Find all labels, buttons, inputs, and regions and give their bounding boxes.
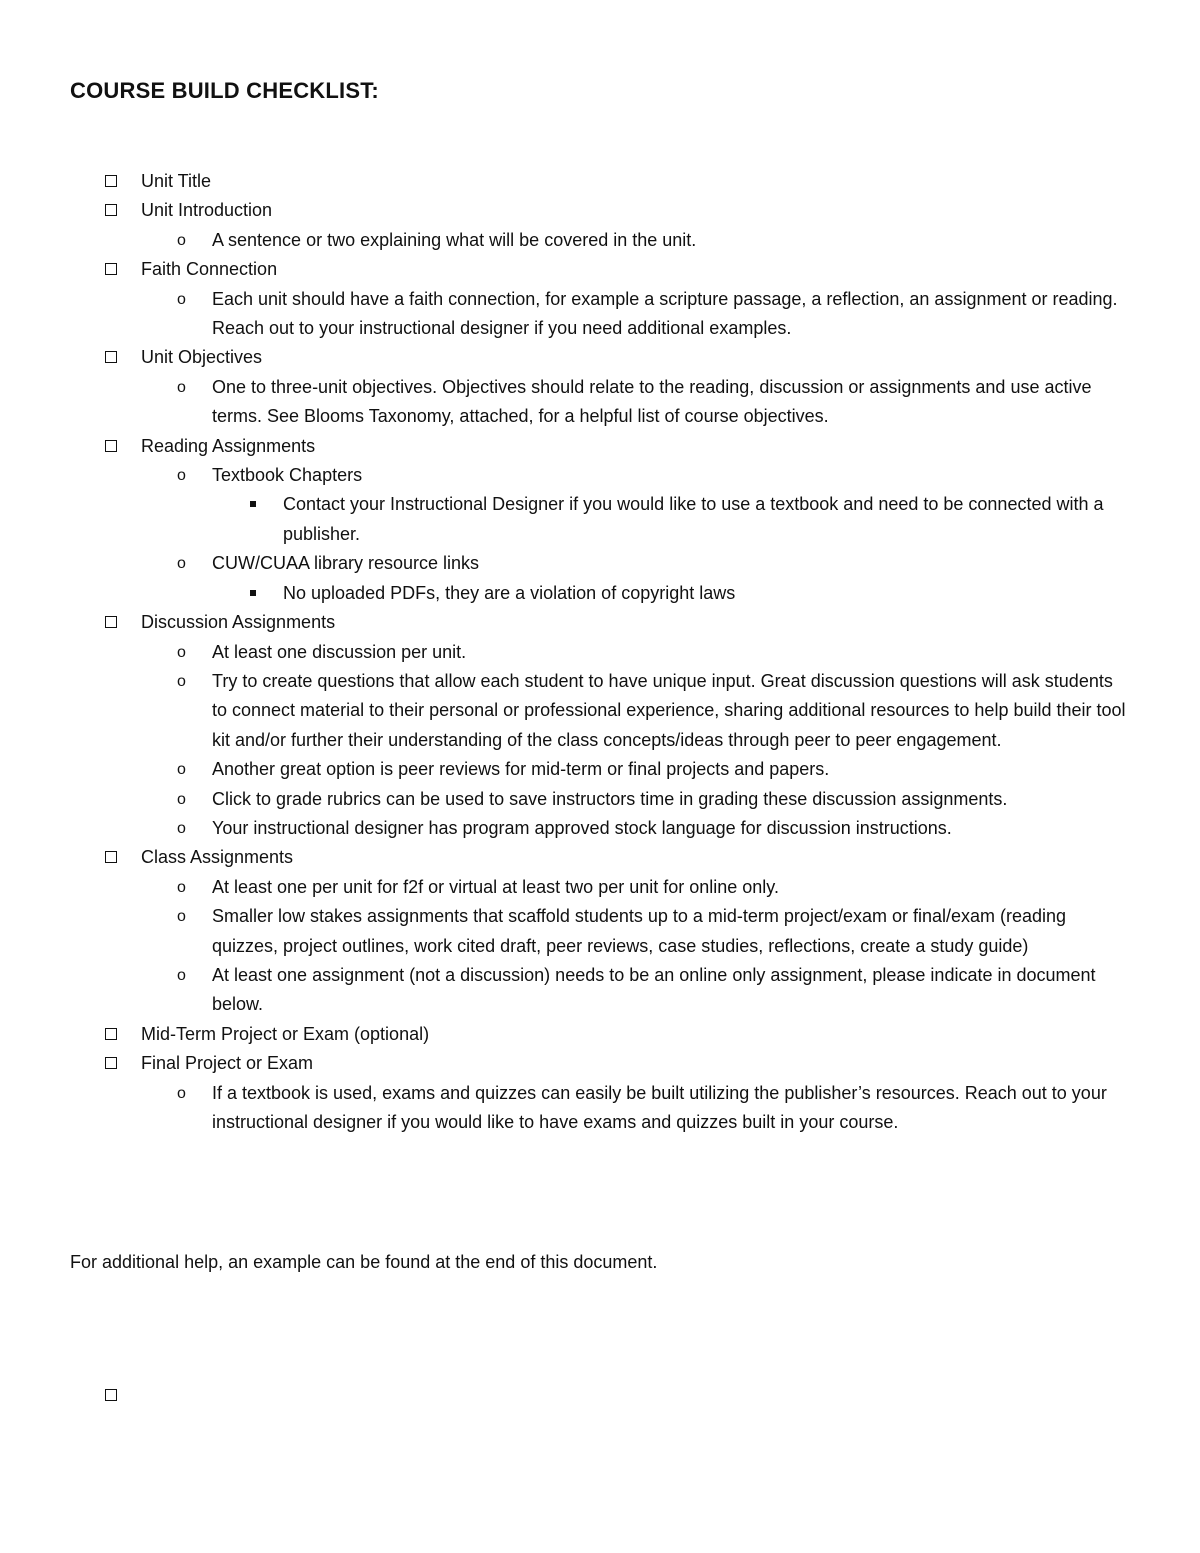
checklist-item bbox=[70, 432, 1130, 608]
sub-list-item-text: Textbook Chapters bbox=[212, 465, 363, 486]
sub-list-item-text: At least one discussion per unit. bbox=[212, 641, 467, 662]
sub-list-item-text: One to three-unit objectives. Objectives should relate to the reading, discussion or assignments and use active terms. See Blooms Taxonomy, attached, for a helpful list of course objectives. bbox=[212, 376, 1092, 427]
sub-list-item-text: At least one per unit for f2f or virtual at least two per unit for online only. bbox=[212, 876, 779, 897]
checkbox-icon[interactable] bbox=[105, 1028, 117, 1040]
sub-list-item-text: Smaller low stakes assignments that scaffold students up to a mid-term project/exam or final/exam (reading quizzes, project outlines, work cited draft, peer reviews, case studies, reflections, create a study guide) bbox=[212, 906, 1067, 956]
sub-list-item-text: Each unit should have a faith connection, for example a scripture passage, a reflection, an assignment or reading. Reach out to your instructional designer if you need additional examples. bbox=[212, 288, 1118, 339]
sub-list bbox=[141, 873, 1130, 1020]
checklist-item-label: Unit Introduction bbox=[141, 200, 273, 221]
sub-list bbox=[141, 461, 1130, 608]
checkbox-icon[interactable] bbox=[105, 616, 117, 628]
checklist-item bbox=[70, 167, 1130, 196]
sub-list-item bbox=[141, 814, 1130, 843]
sub-list-item bbox=[141, 285, 1130, 344]
empty-checkbox-icon[interactable] bbox=[105, 1389, 117, 1401]
checklist-item-label: Reading Assignments bbox=[141, 435, 316, 456]
checklist-item bbox=[70, 843, 1130, 1019]
sub-list-item bbox=[141, 961, 1130, 1020]
sub-list-item-text: Click to grade rubrics can be used to save instructors time in grading these discussion assignments. bbox=[212, 788, 1008, 809]
sub-list bbox=[141, 638, 1130, 844]
checklist-item bbox=[70, 1020, 1130, 1049]
checklist-item bbox=[70, 255, 1130, 343]
checklist-item bbox=[70, 343, 1130, 431]
page-title: COURSE BUILD CHECKLIST: bbox=[70, 78, 379, 103]
sub-list-item bbox=[141, 373, 1130, 432]
sub-list-item bbox=[141, 638, 1130, 667]
sub-list-item bbox=[141, 1079, 1130, 1138]
sub-list-item bbox=[141, 873, 1130, 902]
checklist-item-label: Discussion Assignments bbox=[141, 612, 336, 633]
sub-list-item bbox=[141, 461, 1130, 549]
sub-list bbox=[141, 373, 1130, 432]
checkbox-icon[interactable] bbox=[105, 440, 117, 452]
sub-list-item bbox=[141, 785, 1130, 814]
checklist-item-label: Unit Objectives bbox=[141, 347, 263, 368]
sub-list-item-text: CUW/CUAA library resource links bbox=[212, 553, 480, 574]
checklist bbox=[70, 167, 1130, 1137]
sub-list bbox=[141, 226, 1130, 255]
checklist-item-label: Faith Connection bbox=[141, 259, 278, 280]
checkbox-icon[interactable] bbox=[105, 1057, 117, 1069]
nested-sub-list bbox=[212, 490, 1130, 549]
nested-sub-list bbox=[212, 579, 1130, 608]
sub-list-item-text: A sentence or two explaining what will be covered in the unit. bbox=[212, 229, 697, 250]
sub-list-item-text: Try to create questions that allow each student to have unique input. Great discussion questions will ask students to connect material to their personal or professional experience, sharing additional resources to help build their tool kit and/or further their understanding of the class concepts/ideas through peer to peer engagement. bbox=[212, 670, 1126, 750]
checkbox-icon[interactable] bbox=[105, 204, 117, 216]
sub-list-item-text: Another great option is peer reviews for mid-term or final projects and papers. bbox=[212, 759, 830, 780]
sub-list-item-text: Your instructional designer has program approved stock language for discussion instructions. bbox=[212, 817, 952, 838]
checklist-item bbox=[70, 196, 1130, 255]
checklist-item-label: Class Assignments bbox=[141, 847, 294, 868]
nested-sub-list-item: No uploaded PDFs, they are a violation of copyright laws bbox=[212, 579, 1130, 608]
checklist-item bbox=[70, 1049, 1130, 1137]
sub-list-item bbox=[141, 755, 1130, 784]
nested-sub-list-item: Contact your Instructional Designer if you would like to use a textbook and need to be connected with a publisher. bbox=[212, 490, 1130, 549]
checkbox-icon[interactable] bbox=[105, 351, 117, 363]
sub-list-item-text: If a textbook is used, exams and quizzes can easily be built utilizing the publisher’s resources. Reach out to your instructional designer if you would like to have exams and quizzes built in your course. bbox=[212, 1082, 1107, 1132]
document-page bbox=[70, 78, 1130, 1272]
sub-list-item bbox=[141, 226, 1130, 255]
checklist-item-label: Mid-Term Project or Exam (optional) bbox=[141, 1023, 430, 1044]
sub-list bbox=[141, 1079, 1130, 1138]
sub-list-item-text: At least one assignment (not a discussion) needs to be an online only assignment, please indicate in document below. bbox=[212, 964, 1096, 1015]
sub-list-item bbox=[141, 902, 1130, 961]
sub-list bbox=[141, 285, 1130, 344]
checkbox-icon[interactable] bbox=[105, 851, 117, 863]
checklist-item-label: Unit Title bbox=[141, 171, 212, 191]
sub-list-item bbox=[141, 667, 1130, 755]
checkbox-icon[interactable] bbox=[105, 175, 117, 187]
checkbox-icon[interactable] bbox=[105, 263, 117, 275]
footer-note: For additional help, an example can be found at the end of this document. bbox=[70, 1252, 658, 1272]
checklist-item-label: Final Project or Exam bbox=[141, 1053, 314, 1074]
checklist-item bbox=[70, 608, 1130, 843]
sub-list-item bbox=[141, 549, 1130, 608]
